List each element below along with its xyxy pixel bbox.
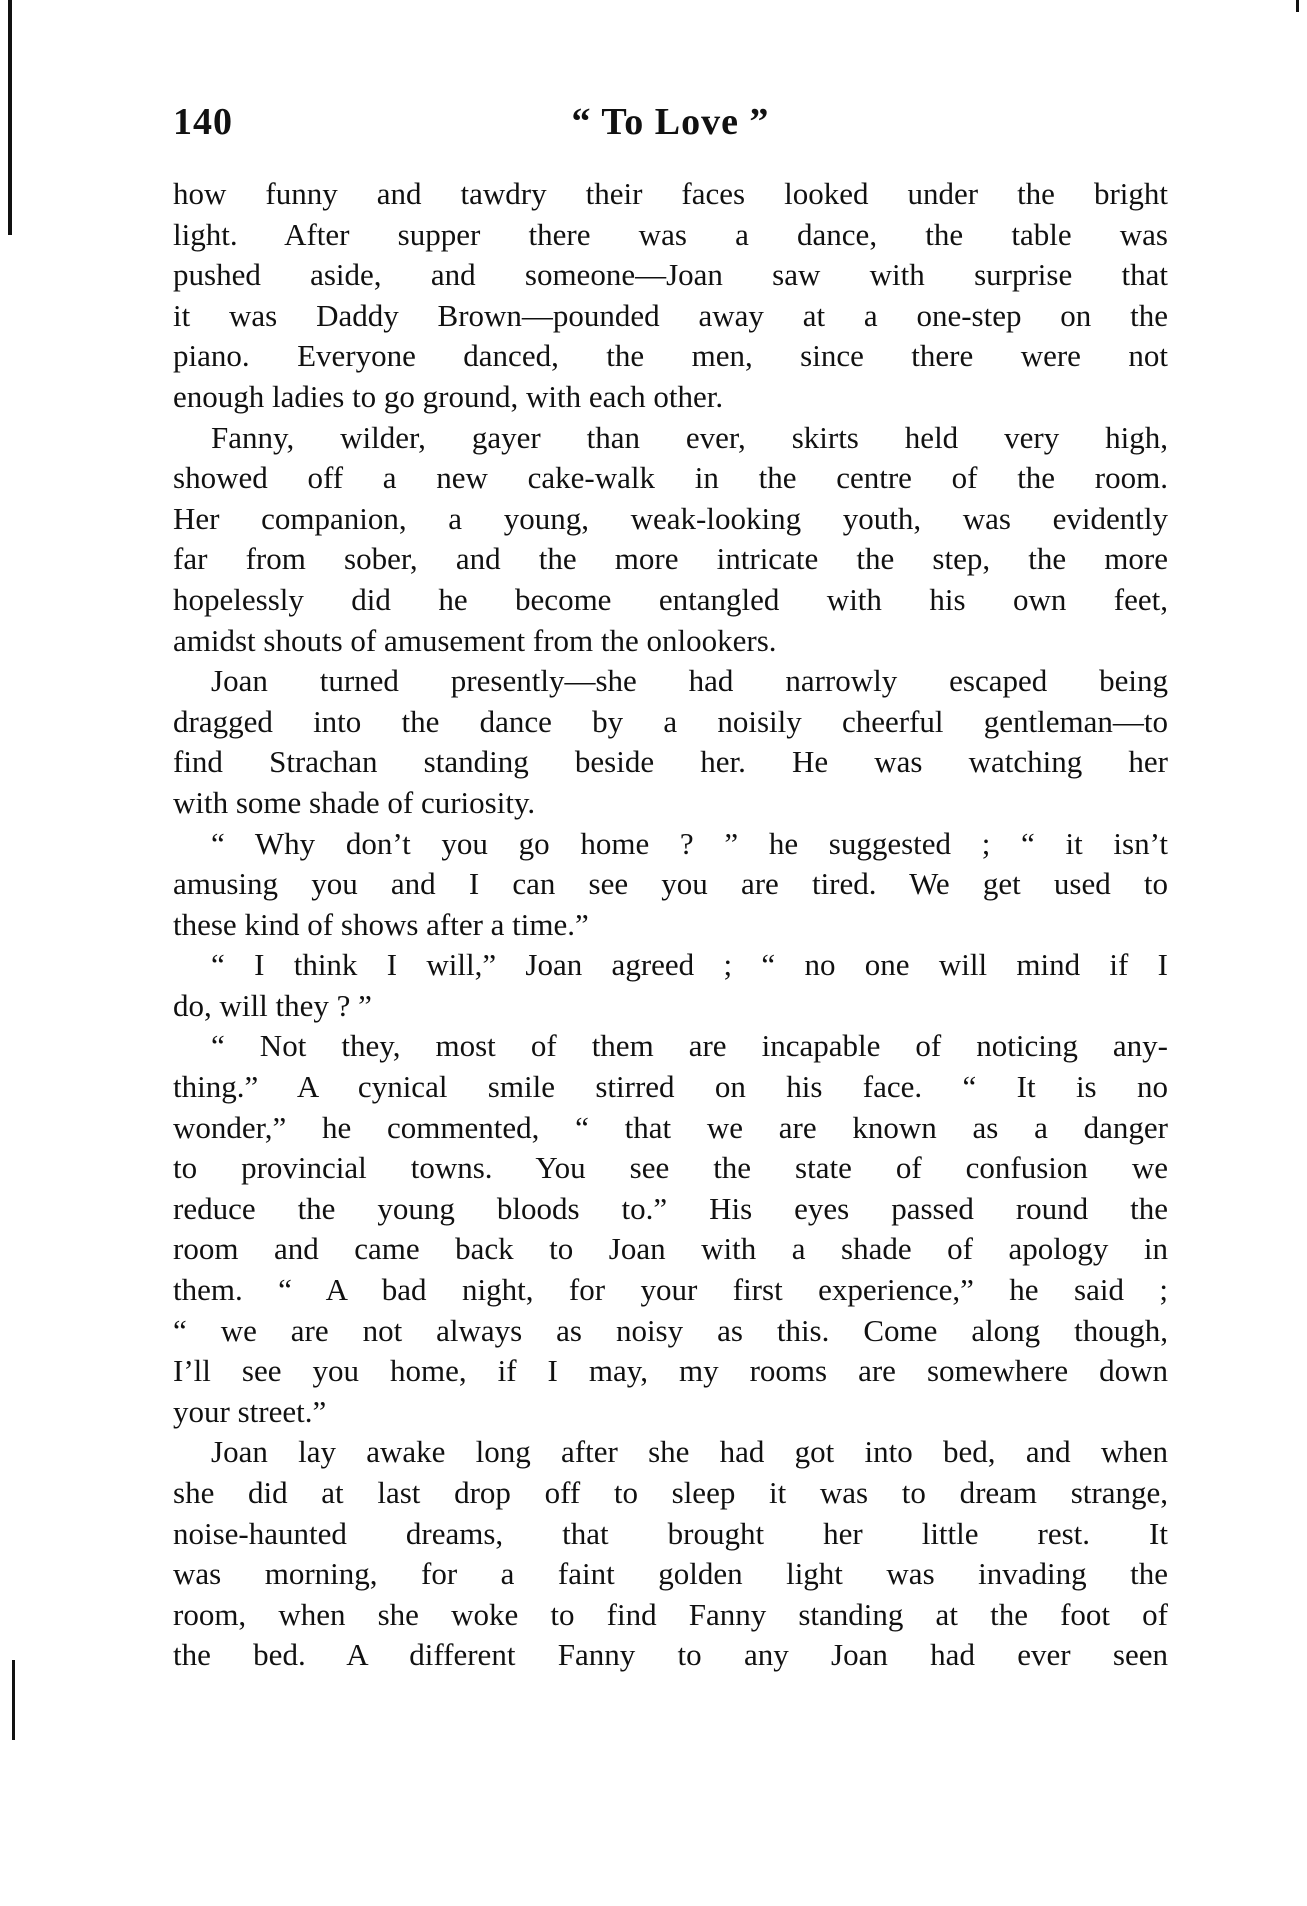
text-line: light. After supper there was a dance, the table was (173, 216, 1168, 252)
paragraph (173, 174, 1168, 418)
text-line: dragged into the dance by a noisily cheerful gentleman—to (173, 703, 1168, 739)
text-line: showed off a new cake-walk in the centre of the room. (173, 460, 1168, 496)
text-line: was morning, for a faint golden light was invading the (173, 1556, 1168, 1592)
text-line: Joan turned presently—she had narrowly escaped being (211, 663, 1168, 699)
text-line: “ we are not always as noisy as this. Come along though, (173, 1312, 1168, 1348)
text-line: it was Daddy Brown—pounded away at a one-step on the (173, 297, 1168, 333)
text-line: to provincial towns. You see the state of confusion we (173, 1150, 1168, 1186)
text-line: hopelessly did he become entangled with his own feet, (173, 581, 1168, 617)
paragraph (173, 1432, 1168, 1676)
text-line: “ Not they, most of them are incapable of noticing any- (211, 1028, 1168, 1064)
text-line: these kind of shows after a time.” (173, 906, 589, 942)
paragraph (173, 824, 1168, 946)
page-body (173, 174, 1168, 1676)
text-line: room and came back to Joan with a shade of apology in (173, 1231, 1168, 1267)
paragraph (173, 661, 1168, 823)
text-line: I’ll see you home, if I may, my rooms are somewhere down (173, 1353, 1168, 1389)
text-line: Fanny, wilder, gayer than ever, skirts held very high, (211, 419, 1168, 455)
text-line: them. “ A bad night, for your first experience,” he said ; (173, 1272, 1168, 1308)
page-number: 140 (173, 101, 233, 143)
text-line: room, when she woke to find Fanny standing at the foot of (173, 1596, 1168, 1632)
text-line: how funny and tawdry their faces looked under the bright (173, 176, 1168, 211)
paragraph (173, 418, 1168, 662)
text-line: your street.” (173, 1393, 327, 1429)
scan-edge-top-right (1296, 0, 1299, 12)
text-line: “ Why don’t you go home ? ” he suggested ; “ it isn’t (211, 825, 1168, 861)
text-line: enough ladies to go ground, with each other. (173, 378, 724, 414)
text-line: piano. Everyone danced, the men, since there were not (173, 338, 1168, 374)
text-line: thing.” A cynical smile stirred on his face. “ It is no (173, 1069, 1168, 1105)
text-line: amidst shouts of amusement from the onlookers. (173, 622, 777, 658)
text-line: do, will they ? ” (173, 987, 372, 1023)
paragraph (173, 945, 1168, 1026)
running-title: “ To Love ” (571, 101, 770, 143)
text-line: the bed. A different Fanny to any Joan had ever seen (173, 1637, 1168, 1673)
text-line: “ I think I will,” Joan agreed ; “ no one will mind if I (211, 947, 1168, 983)
text-line: Her companion, a young, weak-looking youth, was evidently (173, 500, 1168, 536)
text-line: amusing you and I can see you are tired. We get used to (173, 866, 1168, 902)
scan-edge-top-left (8, 0, 12, 235)
text-line: find Strachan standing beside her. He was watching her (173, 744, 1168, 780)
text-line: with some shade of curiosity. (173, 784, 536, 820)
text-line: noise-haunted dreams, that brought her little rest. It (173, 1515, 1168, 1551)
page-header (173, 100, 1168, 150)
text-line: reduce the young bloods to.” His eyes passed round the (173, 1190, 1168, 1226)
text-line: far from sober, and the more intricate the step, the more (173, 541, 1168, 577)
paragraph (173, 1026, 1168, 1432)
text-line: Joan lay awake long after she had got into bed, and when (211, 1434, 1168, 1470)
text-line: pushed aside, and someone—Joan saw with surprise that (173, 257, 1168, 293)
text-line: wonder,” he commented, “ that we are known as a danger (173, 1109, 1168, 1145)
scan-edge-bottom-left (12, 1660, 15, 1740)
text-line: she did at last drop off to sleep it was to dream strange, (173, 1475, 1168, 1510)
